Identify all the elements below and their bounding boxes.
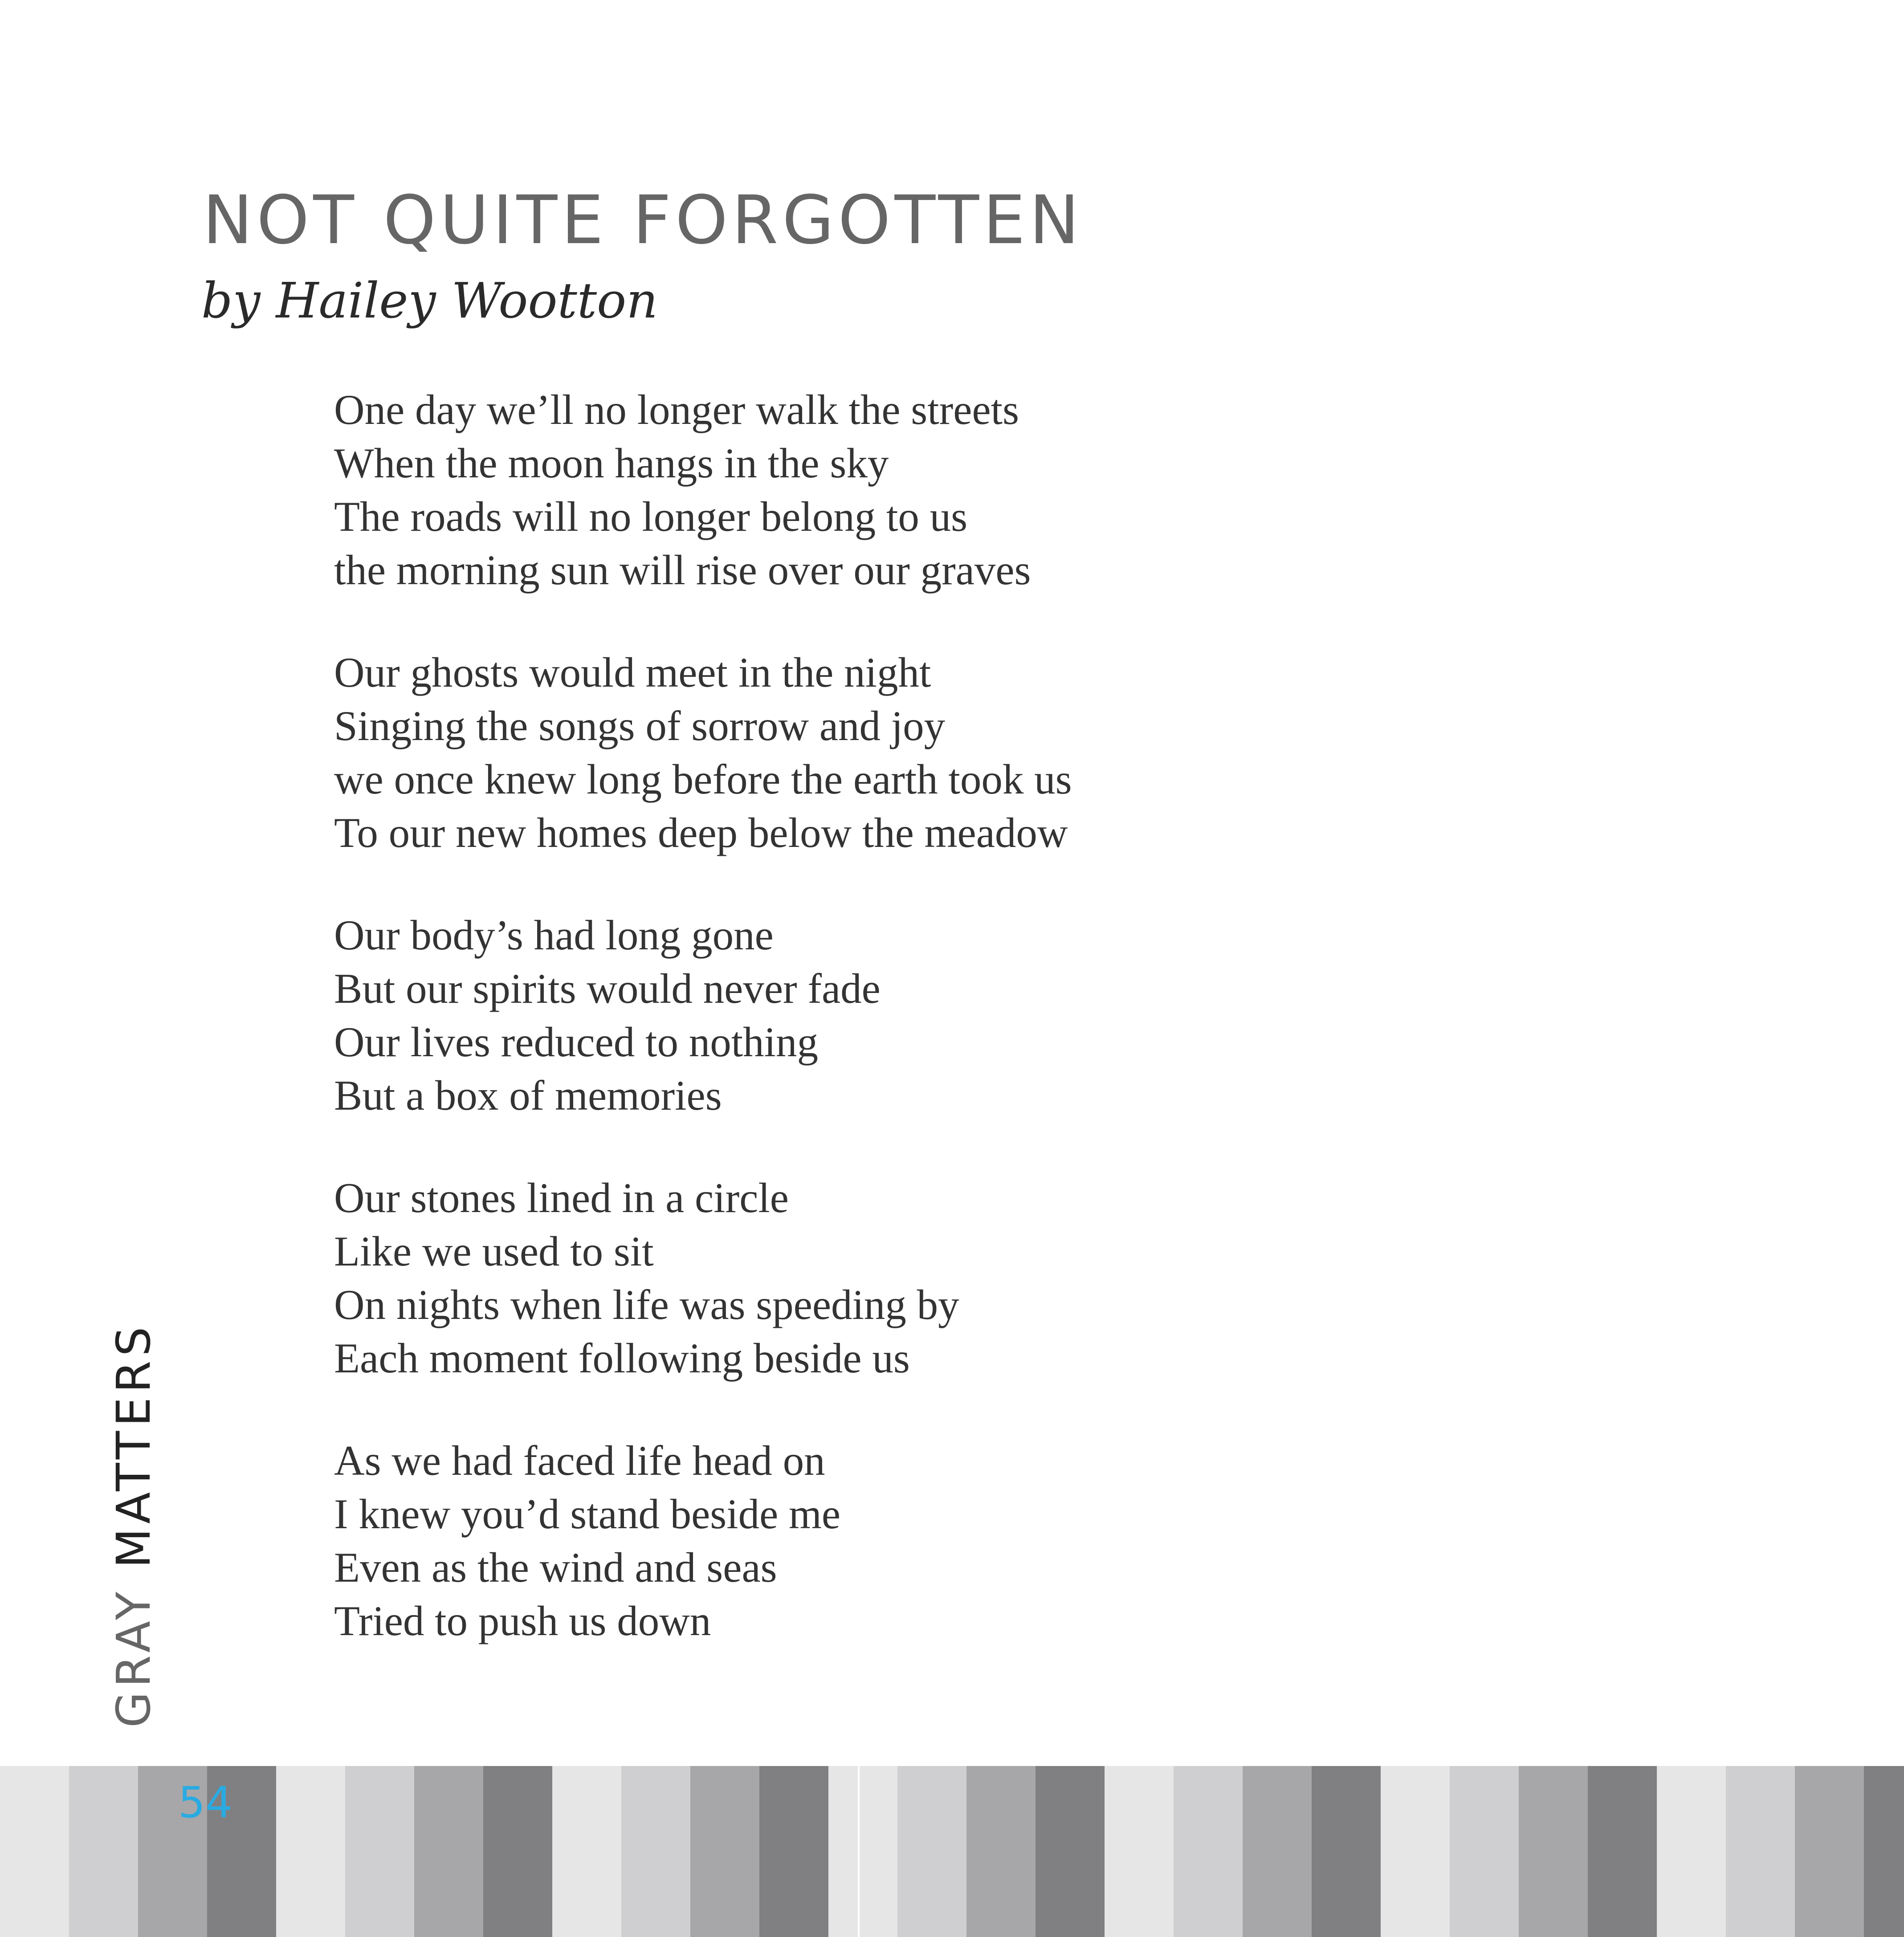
poem-line: But our spirits would never fade <box>334 965 881 1012</box>
footer-stripe <box>1726 1766 1795 1937</box>
poem-line: Tried to push us down <box>334 1597 711 1644</box>
publication-side-label <box>106 1322 161 1728</box>
stanza <box>334 908 1225 1122</box>
footer-stripe <box>1657 1766 1726 1937</box>
poem-line: we once knew long before the earth took us <box>334 756 1072 803</box>
poem-line: Even as the wind and seas <box>334 1544 777 1591</box>
footer-stripe <box>1588 1766 1657 1937</box>
poem-line: Our body’s had long gone <box>334 912 774 959</box>
poem-line: As we had faced life head on <box>334 1437 825 1484</box>
poem-body <box>334 383 1225 1697</box>
footer-stripe <box>759 1766 828 1937</box>
poem-line: Singing the songs of sorrow and joy <box>334 702 946 749</box>
footer-stripe <box>1243 1766 1312 1937</box>
poem-line: Our lives reduced to nothing <box>334 1018 818 1066</box>
side-label-gray: GRAY <box>106 1587 161 1728</box>
footer-stripe <box>621 1766 690 1937</box>
poem-line: When the moon hangs in the sky <box>334 439 889 487</box>
poem-line: Like we used to sit <box>334 1228 654 1275</box>
footer-stripe <box>69 1766 138 1937</box>
footer-stripe <box>1312 1766 1381 1937</box>
page-number: 54 <box>178 1778 233 1827</box>
footer-stripe <box>1795 1766 1864 1937</box>
stanza <box>334 646 1225 859</box>
footer-stripe <box>1450 1766 1519 1937</box>
footer-stripe <box>1864 1766 1904 1937</box>
poem-line: Our stones lined in a circle <box>334 1174 789 1221</box>
footer-stripe <box>483 1766 552 1937</box>
footer-stripe <box>1174 1766 1243 1937</box>
poem-line: the morning sun will rise over our graves <box>334 546 1031 594</box>
poem-line: But a box of memories <box>334 1072 722 1119</box>
poem-line: On nights when life was speeding by <box>334 1281 959 1328</box>
poem-title: NOT QUITE FORGOTTEN <box>203 182 1084 259</box>
footer-stripe <box>690 1766 759 1937</box>
poem-byline: by Hailey Wootton <box>201 272 658 329</box>
footer-stripe <box>1381 1766 1450 1937</box>
footer-stripe <box>966 1766 1036 1937</box>
side-label-matters: MATTERS <box>106 1322 161 1568</box>
poem-line: The roads will no longer belong to us <box>334 493 968 540</box>
footer-stripe <box>414 1766 483 1937</box>
stanza <box>334 1171 1225 1385</box>
footer-stripe <box>552 1766 621 1937</box>
poem-line: Each moment following beside us <box>334 1335 910 1382</box>
poem-line: To our new homes deep below the meadow <box>334 809 1068 856</box>
stanza <box>334 383 1225 597</box>
footer-stripe <box>0 1766 69 1937</box>
poem-line: One day we’ll no longer walk the streets <box>334 386 1019 433</box>
footer-stripe-band <box>0 1766 1904 1937</box>
footer-stripe <box>345 1766 414 1937</box>
poem-line: Our ghosts would meet in the night <box>334 649 931 696</box>
footer-stripe <box>1036 1766 1105 1937</box>
poem-line: I knew you’d stand beside me <box>334 1490 841 1538</box>
footer-stripe <box>1519 1766 1588 1937</box>
footer-stripe <box>276 1766 345 1937</box>
footer-stripe <box>1105 1766 1174 1937</box>
footer-stripe <box>828 1766 897 1937</box>
footer-stripe-divider <box>858 1766 860 1937</box>
footer-stripe <box>897 1766 966 1937</box>
stanza <box>334 1434 1225 1648</box>
